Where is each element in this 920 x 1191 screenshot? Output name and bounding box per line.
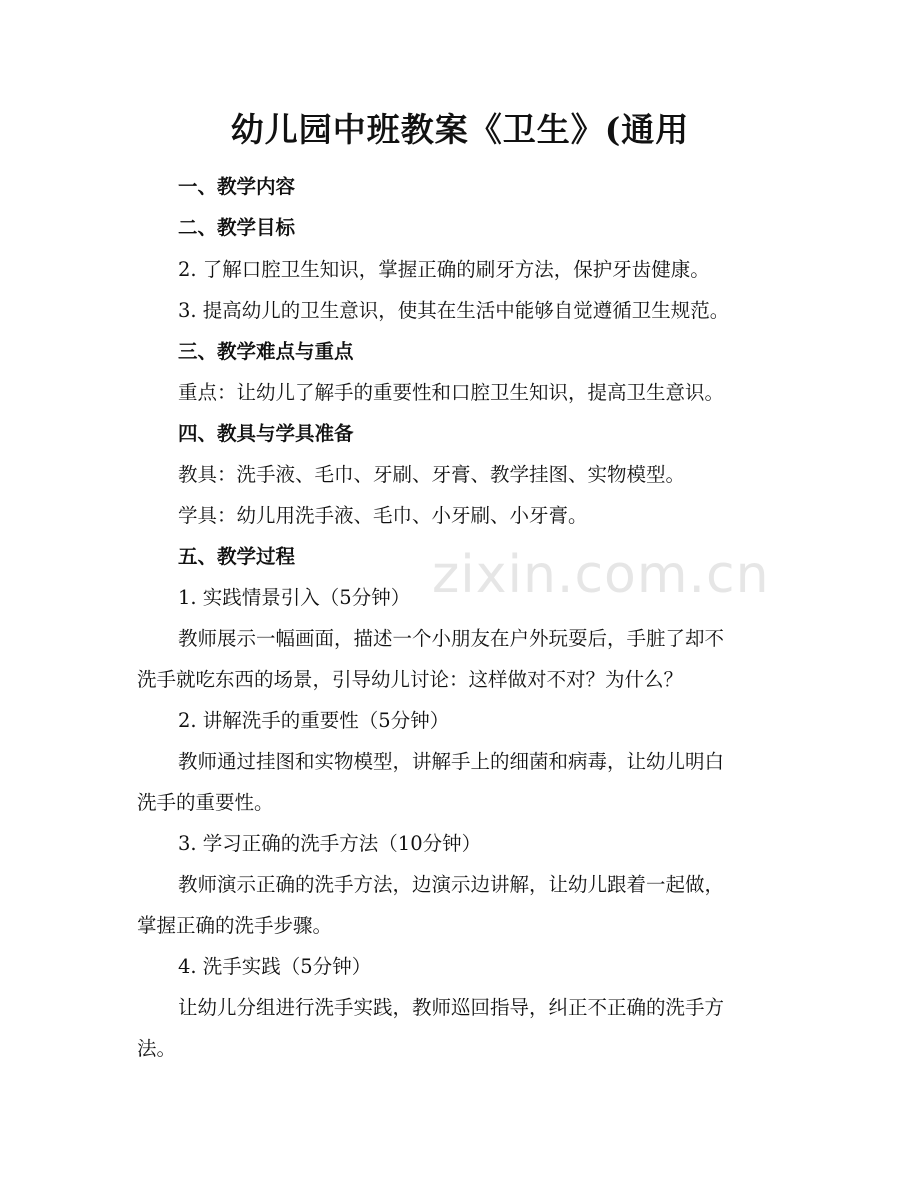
section-heading-materials: 四、教具与学具准备	[178, 422, 354, 445]
section-heading-process: 五、教学过程	[178, 545, 296, 568]
step-heading: 2. 讲解洗手的重要性（5分钟）	[178, 709, 450, 732]
section-heading-key-points: 三、教学难点与重点	[178, 340, 354, 363]
paragraph-line: 洗手就吃东西的场景，引导幼儿讨论：这样做对不对？为什么？	[137, 668, 684, 691]
step-heading: 1. 实践情景引入（5分钟）	[178, 586, 411, 609]
document-title: 幼儿园中班教案《卫生》(通用	[230, 110, 690, 149]
section-heading-objectives: 二、教学目标	[178, 216, 296, 239]
paragraph-line: 重点：让幼儿了解手的重要性和口腔卫生知识，提高卫生意识。	[178, 381, 725, 404]
watermark: zixin.com.cn	[432, 545, 770, 605]
paragraph-line: 教师演示正确的洗手方法，边演示边讲解，让幼儿跟着一起做，	[178, 873, 725, 896]
objective-item: 3. 提高幼儿的卫生意识，使其在生活中能够自觉遵循卫生规范。	[178, 299, 730, 322]
paragraph-line: 学具：幼儿用洗手液、毛巾、小牙刷、小牙膏。	[178, 504, 588, 527]
paragraph-line: 掌握正确的洗手步骤。	[137, 914, 333, 937]
paragraph-line: 让幼儿分组进行洗手实践，教师巡回指导，纠正不正确的洗手方	[178, 996, 725, 1019]
paragraph-line: 教具：洗手液、毛巾、牙刷、牙膏、教学挂图、实物模型。	[178, 463, 686, 486]
step-heading: 4. 洗手实践（5分钟）	[178, 955, 372, 978]
paragraph-line: 教师通过挂图和实物模型，讲解手上的细菌和病毒，让幼儿明白	[178, 750, 725, 773]
objective-item: 2. 了解口腔卫生知识，掌握正确的刷牙方法，保护牙齿健康。	[178, 258, 710, 281]
paragraph-line: 洗手的重要性。	[137, 791, 274, 814]
paragraph-line: 教师展示一幅画面，描述一个小朋友在户外玩耍后，手脏了却不	[178, 627, 725, 650]
step-heading: 3. 学习正确的洗手方法（10分钟）	[178, 832, 482, 855]
paragraph-line: 法。	[137, 1037, 177, 1060]
section-heading-content: 一、教学内容	[178, 175, 296, 198]
